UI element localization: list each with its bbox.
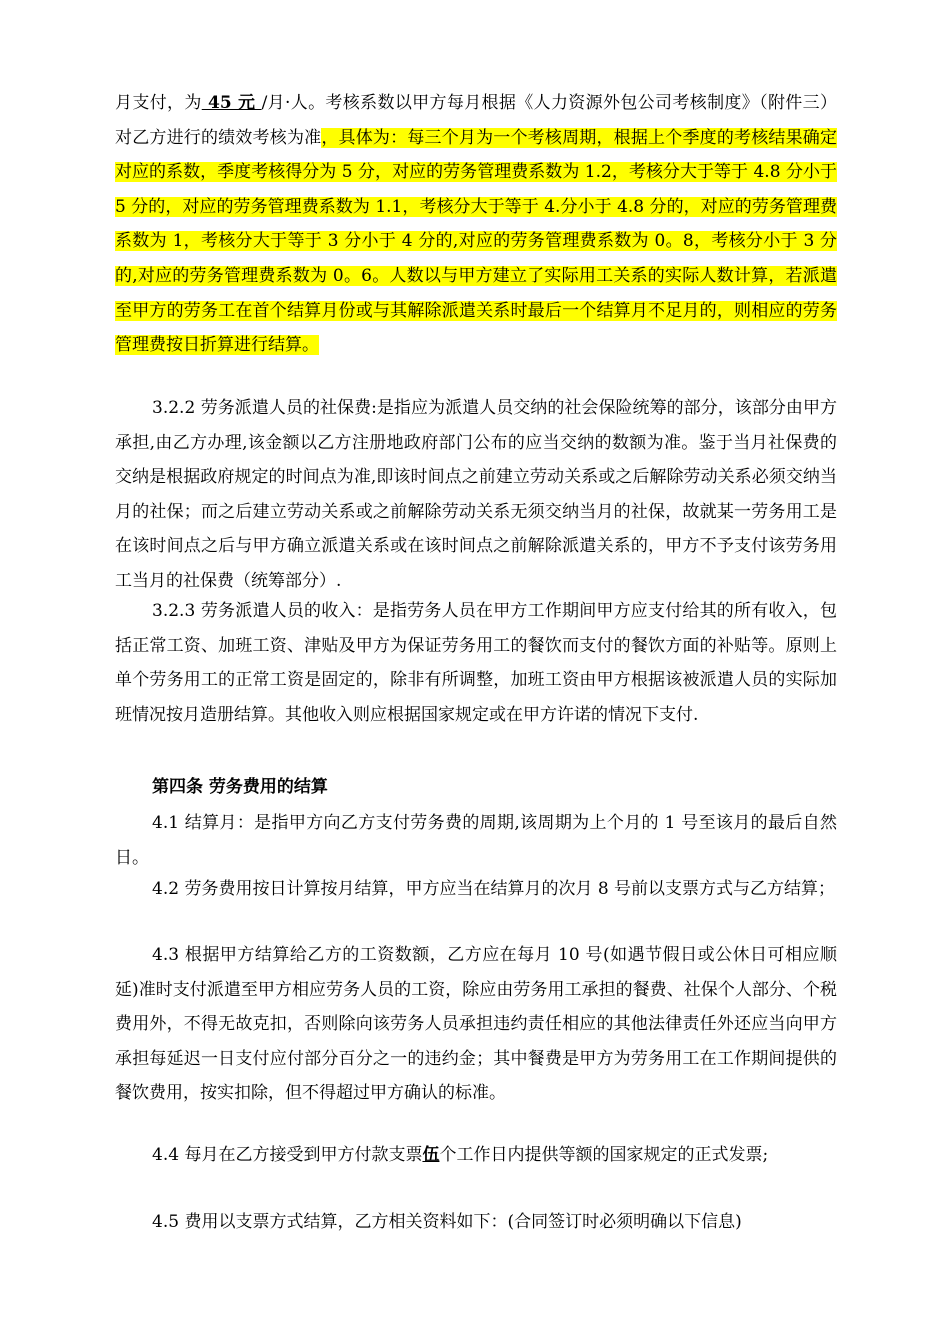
working-days-count: 伍: [422, 1145, 440, 1165]
clause-3-2-2: 3.2.2 劳务派遣人员的社保费:是指应为派遣人员交纳的社会保险统筹的部分，该部分由甲方承担,由乙方办理,该金额以乙方注册地政府部门公布的应当交纳的数额为准。鉴于当月社保费的交纳是根据政府规定的时间点为准,即该时间点之前建立劳动关系或之后解除劳动关系必须交纳当月的社保；而之后建立劳动关系或之前解除劳动关系无须交纳当月的社保，故就某一劳务用工是在该时间点之后与甲方确立派遣关系或在该时间点之前解除派遣关系的，甲方不予支付该劳务用工当月的社保费（统筹部分）.: [115, 398, 837, 591]
fee-text-assessment: /月·人。考核系数以甲方每月根据《人力资源外包公司考核制度》（附件三）对乙方进行的绩效考核为准: [115, 93, 838, 148]
clause-4-3: 4.3 根据甲方结算给乙方的工资数额，乙方应在每月 10 号(如遇节假日或公休日可相应顺延)准时支付派遣至甲方相应劳务人员的工资，除应由劳务用工承担的餐费、社保个人部分、个税费用外，不得无故克扣，否则除向该劳务人员承担违约责任相应的其他法律责任外还应当向甲方承担每延迟一日支付应付部分百分之一的违约金；其中餐费是甲方为劳务用工在工作期间提供的餐饮费用，按实扣除，但不得超过甲方确认的标准。: [115, 945, 837, 1104]
paragraph-management-fee: [115, 86, 837, 363]
clause-4-1: 4.1 结算月：是指甲方向乙方支付劳务费的周期,该周期为上个月的 1 号至该月的最后自然日。: [115, 813, 837, 868]
clause-4-4-end: 个工作日内提供等额的国家规定的正式发票;: [439, 1145, 769, 1165]
clause-4-4-start: 4.4 每月在乙方接受到甲方付款支票: [152, 1145, 423, 1165]
fee-text-start: 月支付，为: [115, 93, 202, 113]
fee-amount: 45 元: [201, 93, 262, 113]
clause-4-4: [115, 1138, 837, 1173]
clause-4-5: 4.5 费用以支票方式结算，乙方相关资料如下：(合同签订时必须明确以下信息): [152, 1212, 742, 1232]
article-4-heading: 第四条 劳务费用的结算: [152, 777, 328, 797]
clause-4-2: 4.2 劳务费用按日计算按月结算，甲方应当在结算月的次月 8 号前以支票方式与乙方结算；: [152, 879, 836, 899]
highlighted-coefficient-text: ，具体为：每三个月为一个考核周期，根据上个季度的考核结果确定对应的系数，季度考核得分为 5 分，对应的劳务管理费系数为 1.2，考核分大于等于 4.8 分小于 5 分的，对应的劳务管理费系数为 1.1，考核分大于等于 4.分小于 4.8 分的，对应的劳务管理费系数为 1，考核分大于等于 3 分小于 4 分的,对应的劳务管理费系数为 0。8，考核分小于 3 分的,对应的劳务管理费系数为 0。6。人数以与甲方建立了实际用工关系的实际人数计算，若派遣至甲方的劳务工在首个结算月份或与其解除派遣关系时最后一个结算月不足月的，则相应的劳务管理费按日折算进行结算。: [115, 127, 838, 356]
clause-3-2-3: 3.2.3 劳务派遣人员的收入：是指劳务人员在甲方工作期间甲方应支付给其的所有收入，包括正常工资、加班工资、津贴及甲方为保证劳务用工的餐饮而支付的餐饮方面的补贴等。原则上单个劳务用工的正常工资是固定的，除非有所调整，加班工资由甲方根据该被派遣人员的实际加班情况按月造册结算。其他收入则应根据国家规定或在甲方许诺的情况下支付.: [115, 601, 837, 725]
